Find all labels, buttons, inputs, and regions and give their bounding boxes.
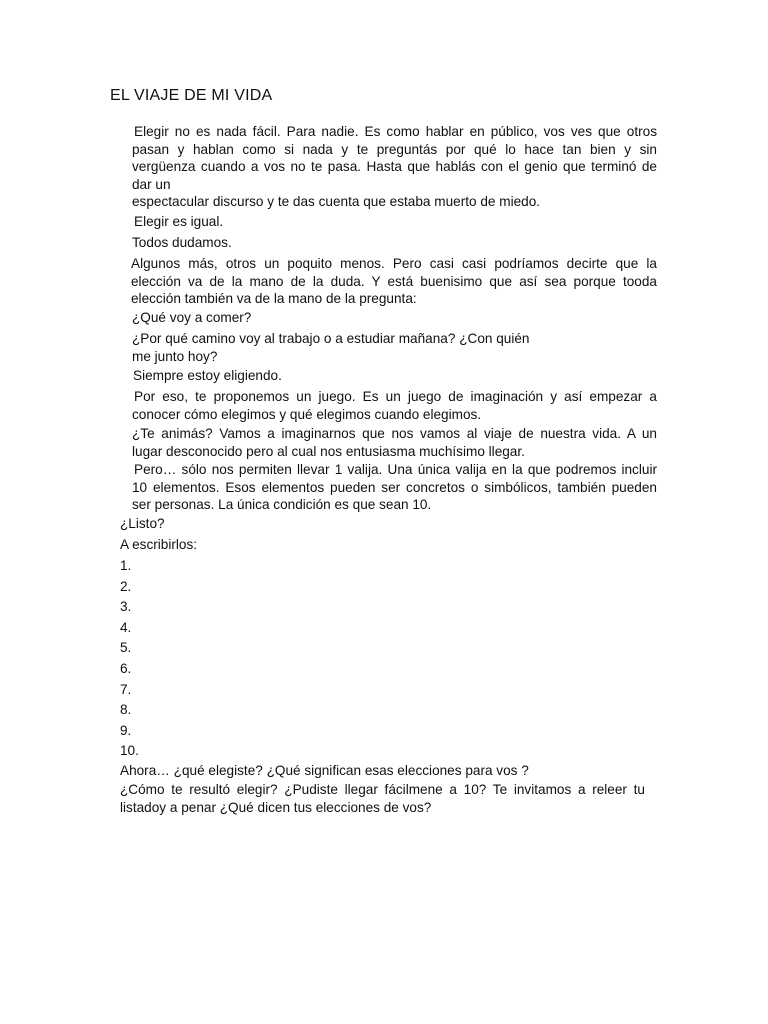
text-line: espectacular discurso y te das cuenta que estaba muerto de miedo. (132, 194, 541, 210)
list-item: 2. (120, 578, 132, 594)
text-line: pasan y hablan como si nada y te preguntás por qué lo hace tan bien y sin (132, 141, 657, 157)
paragraph-intro (132, 123, 657, 211)
list-item: 1. (120, 558, 132, 573)
text-line: Pero… sólo nos permiten llevar 1 valija. Una única valija en la que podremos incluir (134, 462, 657, 477)
text-line: elección también va de la mano de la pregunta: (131, 291, 417, 307)
paragraph-te-animas (132, 425, 657, 460)
text-line: ser personas. La única condición es que sean 10. (132, 497, 432, 513)
paragraph-que-voy-a-comer: ¿Qué voy a comer? (132, 310, 252, 325)
text-line: dar un (132, 176, 171, 192)
text-line: ¿Cómo te resultó elegir? ¿Pudiste llegar fácilmene a 10? Te invitamos a releer tu (120, 782, 645, 797)
list-item: 6. (120, 660, 132, 676)
paragraph-algunos-mas (131, 255, 657, 308)
document-title: EL VIAJE DE MI VIDA (110, 87, 273, 104)
paragraph-listo: ¿Listo? (120, 516, 165, 531)
text-line: lugar desconocido pero al cual nos entusiasma muchísimo llegar. (132, 443, 525, 459)
text-line: Elegir no es nada fácil. Para nadie. Es como hablar en público, vos ves que otros (134, 124, 657, 139)
list-item: 3. (120, 599, 132, 615)
list-item: 10. (120, 743, 139, 759)
list-item: 8. (120, 702, 132, 718)
list-item: 4. (120, 619, 132, 635)
paragraph-ahora: Ahora… ¿qué elegiste? ¿Qué significan esas elecciones para vos ? (120, 763, 529, 778)
text-line: me junto hoy? (132, 348, 218, 364)
list-item: 9. (120, 722, 132, 738)
text-line: conocer cómo elegimos y qué elegimos cuando elegimos. (132, 406, 482, 422)
text-line: Algunos más, otros un poquito menos. Pero casi casi podríamos decirte que la (131, 256, 657, 271)
paragraph-como-te-resulto (120, 781, 645, 816)
paragraph-por-eso (132, 388, 657, 423)
paragraph-una-valija (132, 461, 657, 514)
paragraph-siempre-estoy-eligiendo: Siempre estoy eligiendo. (133, 368, 282, 383)
text-line: listadoy a penar ¿Qué dicen tus elecciones de vos? (120, 799, 432, 815)
paragraph-a-escribirlos: A escribirlos: (120, 537, 198, 552)
text-line: ¿Por qué camino voy al trabajo o a estudiar mañana? ¿Con quién (132, 331, 530, 346)
numbered-list (120, 557, 139, 763)
text-line: elección va de la mano de la duda. Y está buenisimo que así sea porque tooda (131, 273, 657, 289)
text-line: 10 elementos. Esos elementos pueden ser concretos o simbólicos, también pueden (132, 479, 657, 495)
text-line: ¿Te animás? Vamos a imaginarnos que nos vamos al viaje de nuestra vida. A un (132, 426, 657, 441)
paragraph-elegir-es-igual: Elegir es igual. (134, 214, 224, 229)
paragraph-por-que-camino (132, 330, 562, 365)
text-line: Por eso, te proponemos un juego. Es un juego de imaginación y así empezar a (134, 389, 657, 404)
paragraph-todos-dudamos: Todos dudamos. (132, 235, 232, 250)
list-item: 5. (120, 640, 132, 656)
text-line: vergüenza cuando a vos no te pasa. Hasta que hablás con el genio que terminó de (132, 159, 657, 175)
list-item: 7. (120, 681, 132, 697)
